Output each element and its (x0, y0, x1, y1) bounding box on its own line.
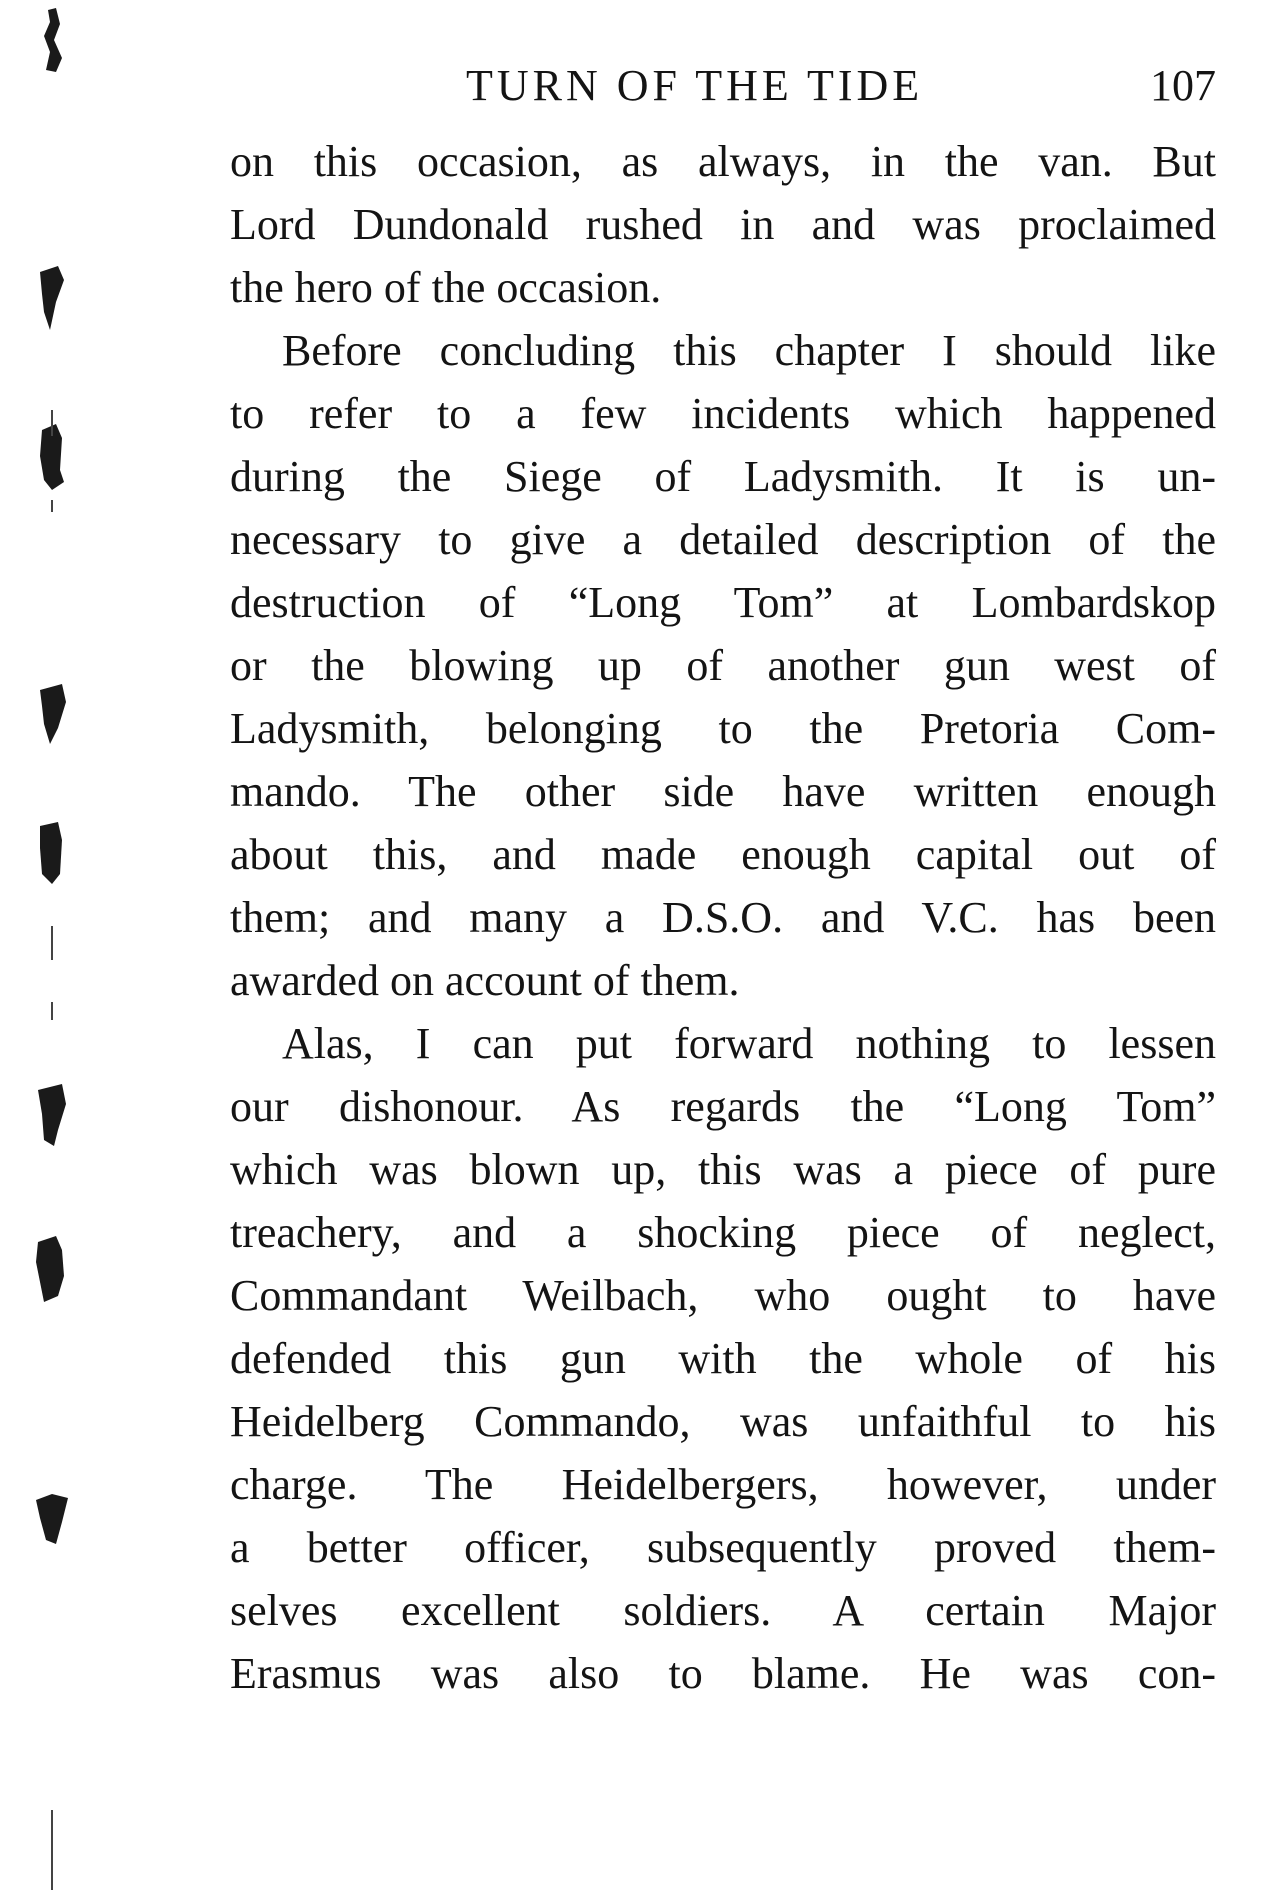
text-line: treachery, and a shocking piece of neglect, (230, 1208, 1216, 1257)
text-line: to refer to a few incidents which happened (230, 389, 1216, 438)
binding-mark (40, 266, 64, 330)
binding-mark (40, 684, 66, 744)
body-text (230, 130, 1216, 1705)
text-line: on this occasion, as always, in the van. But (230, 137, 1216, 186)
text-line: defended this gun with the whole of his (230, 1334, 1216, 1383)
text-line: Lord Dundonald rushed in and was proclaimed (230, 200, 1216, 249)
text-line: awarded on account of them. (230, 956, 740, 1005)
binding-mark (36, 1236, 64, 1302)
page-number: 107 (1150, 61, 1216, 110)
text-line: or the blowing up of another gun west of (230, 641, 1216, 690)
text-line: which was blown up, this was a piece of pure (230, 1145, 1216, 1194)
text-line: Ladysmith, belonging to the Pretoria Com- (230, 704, 1216, 753)
text-line: during the Siege of Ladysmith. It is un- (230, 452, 1216, 501)
text-line: Before concluding this chapter I should like (282, 326, 1216, 375)
binding-margin (0, 0, 140, 1894)
text-line: destruction of “Long Tom” at Lombardskop (230, 578, 1216, 627)
text-line: Commandant Weilbach, who ought to have (230, 1271, 1216, 1320)
text-line: selves excellent soldiers. A certain Major (230, 1586, 1216, 1635)
text-line: Erasmus was also to blame. He was con- (230, 1649, 1216, 1698)
text-line: about this, and made enough capital out of (230, 830, 1216, 879)
binding-marks (0, 0, 140, 1894)
text-line: charge. The Heidelbergers, however, under (230, 1460, 1216, 1509)
text-line: mando. The other side have written enough (230, 767, 1216, 816)
text-line: Alas, I can put forward nothing to lessen (282, 1019, 1216, 1068)
text-line: necessary to give a detailed description of the (230, 515, 1216, 564)
binding-mark (40, 822, 62, 884)
running-title: TURN OF THE TIDE (466, 61, 924, 110)
text-line: the hero of the occasion. (230, 263, 662, 312)
text-line: our dishonour. As regards the “Long Tom” (230, 1082, 1216, 1131)
binding-mark (38, 1084, 66, 1146)
binding-mark (44, 8, 62, 72)
text-line: a better officer, subsequently proved them- (230, 1523, 1216, 1572)
text-line: Heidelberg Commando, was unfaithful to his (230, 1397, 1216, 1446)
running-header (230, 58, 1216, 114)
binding-mark (36, 1494, 68, 1544)
text-line: them; and many a D.S.O. and V.C. has been (230, 893, 1216, 942)
